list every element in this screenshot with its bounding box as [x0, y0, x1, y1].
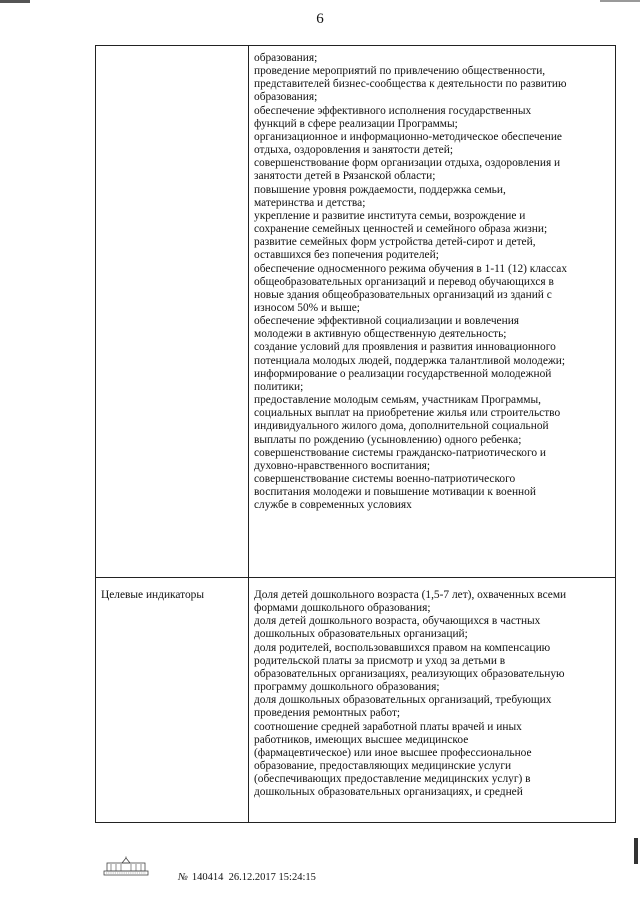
document-registration-number — [178, 872, 316, 883]
text-line: отдыха, оздоровления и занятости детей; — [254, 144, 453, 157]
text-line: (обеспечивающих предоставление медицинских услуг) в — [254, 773, 531, 786]
text-line: укрепление и развитие института семьи, возрождение и — [254, 209, 526, 222]
text-line: оставшихся без попечения родителей; — [254, 249, 439, 262]
text-line: повышение уровня рождаемости, поддержка семьи, — [254, 183, 506, 196]
row-content-cell — [249, 46, 616, 578]
text-line: родительской платы за присмотр и уход за детьми в — [254, 654, 506, 667]
text-line: обеспечение эффективного исполнения государственных — [254, 104, 532, 117]
text-line: работников, имеющих высшее медицинское — [254, 733, 469, 746]
doc-datetime: 26.12.2017 15:24:15 — [228, 872, 316, 883]
text-line: организационное и информационно-методическое обеспечение — [254, 130, 562, 143]
number-sign: № — [178, 872, 188, 883]
text-line: дошкольных образовательных организациях, и средней — [254, 786, 523, 799]
text-line: выплаты по рождению (усыновлению) одного ребенка; — [254, 433, 522, 446]
text-line: общеобразовательных организаций и перевод обучающихся в — [254, 275, 554, 288]
text-line: материнства и детства; — [254, 196, 366, 209]
text-line: новые здания общеобразовательных организаций из зданий с — [254, 288, 552, 301]
text-line: (фармацевтическое) или иное высшее профессиональное — [254, 746, 532, 759]
text-line: образование, предоставляющих медицинские услуги — [254, 760, 512, 773]
text-line: программу дошкольного образования; — [254, 681, 440, 694]
row-label-cell — [96, 578, 249, 823]
text-line: создание условий для проявления и развития инновационного — [254, 341, 556, 354]
text-line: индивидуального жилого дома, дополнительной социальной — [254, 420, 549, 433]
row-label-cell — [96, 46, 249, 578]
text-line: молодежи в активную общественную деятельность; — [254, 328, 507, 341]
text-line: сохранение семейных ценностей и семейного образа жизни; — [254, 223, 548, 236]
row-content-cell — [249, 578, 616, 823]
text-line: обеспечение односменного режима обучения в 1-11 (12) классах — [254, 262, 568, 275]
text-line: доля дошкольных образовательных организаций, требующих — [254, 694, 552, 707]
text-line: информирование о реализации государственной молодежной — [254, 367, 552, 380]
text-line: развитие семейных форм устройства детей-сирот и детей, — [254, 236, 536, 249]
scan-artifact — [0, 0, 30, 3]
government-building-stamp-icon — [103, 856, 149, 876]
page-number: 6 — [316, 11, 324, 27]
text-line: социальных выплат на приобретение жилья или строительство — [254, 407, 561, 420]
text-line: доля родителей, воспользовавшихся правом на компенсацию — [254, 641, 551, 654]
text-line: совершенствование системы военно-патриотического — [254, 473, 516, 485]
text-line: воспитания молодежи и повышение мотивации к военной — [254, 486, 536, 499]
text-line: образования; — [254, 52, 318, 64]
doc-number: 140414 — [191, 872, 224, 883]
text-line: функций в сфере реализации Программы; — [254, 117, 458, 130]
program-passport-table — [95, 45, 616, 823]
text-line: Доля детей дошкольного возраста (1,5-7 лет), охваченных всеми — [254, 589, 567, 601]
text-line: занятости детей в Рязанской области; — [254, 170, 436, 183]
text-line: совершенствование форм организации отдыха, оздоровления и — [254, 157, 561, 170]
text-line: обеспечение эффективной социализации и вовлечения — [254, 315, 520, 328]
table-row-target-indicators — [96, 578, 616, 823]
text-line: проведения ремонтных работ; — [254, 707, 401, 720]
text-line: образовательных организациях, реализующих образовательную — [254, 667, 565, 680]
text-line: совершенствование системы гражданско-патриотического и — [254, 446, 547, 459]
text-line: предоставление молодым семьям, участникам Программы, — [254, 394, 542, 407]
text-line: представителей бизнес-сообщества к деятельности по развитию — [254, 78, 567, 91]
text-line: доля детей дошкольного возраста, обучающихся в частных — [254, 615, 541, 628]
tasks-text — [254, 52, 611, 512]
indicators-text — [254, 589, 611, 800]
text-line: проведение мероприятий по привлечению общественности, — [254, 65, 546, 78]
text-line: образования; — [254, 91, 318, 104]
text-line: духовно-нравственного воспитания; — [254, 459, 431, 472]
text-line: политики; — [254, 380, 304, 393]
text-line: потенциала молодых людей, поддержка талантливой молодежи; — [254, 354, 566, 367]
text-line: формами дошкольного образования; — [254, 602, 431, 615]
table-row-tasks — [96, 46, 616, 578]
text-line: соотношение средней заработной платы врачей и иных — [254, 720, 522, 733]
text-line: износом 50% и выше; — [254, 301, 360, 314]
scan-artifact — [600, 0, 640, 2]
text-line: дошкольных образовательных организаций; — [254, 628, 468, 641]
row-label: Целевые индикаторы — [101, 589, 205, 601]
scan-artifact — [634, 838, 638, 864]
document-footer — [0, 850, 640, 905]
text-line: службе в современных условиях — [254, 499, 412, 512]
